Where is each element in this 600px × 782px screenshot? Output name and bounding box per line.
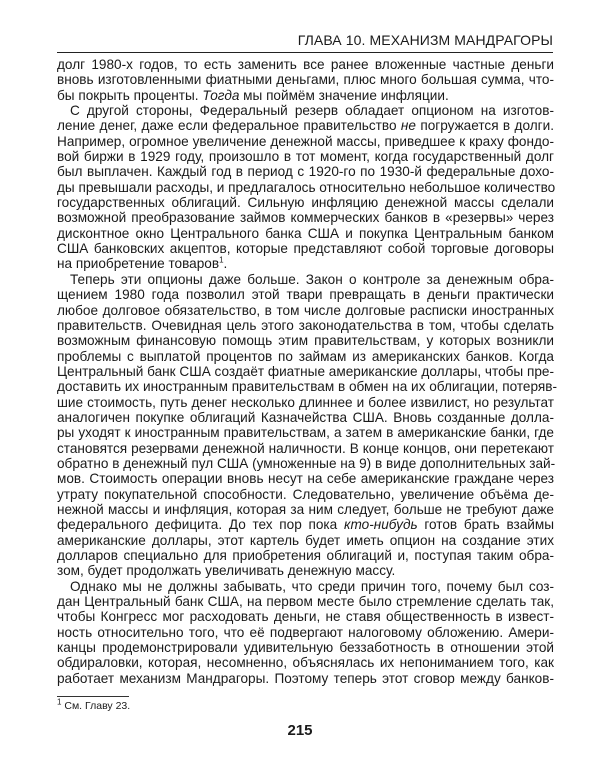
text-span: утрату покупательной способности. Следовательно, увеличение объёма де- [57,486,554,502]
text-line [57,563,554,578]
text-line [57,533,554,548]
text-line [57,502,554,517]
body-text [57,57,557,686]
text-span: зом, будет продолжать увеличивать денежную массу. [57,563,396,579]
text-line [57,456,554,471]
text-span: вой биржи в 1929 году, произошло в тот момент, когда государственный долг [57,149,554,165]
text-line [57,241,554,256]
text-line [57,517,554,532]
text-span: на приобретение товаров [57,256,220,272]
text-span: мы поймём значение инфляции. [239,87,449,103]
text-line [57,210,554,225]
text-line [57,425,554,440]
emphasis: кто-нибудь [343,517,418,533]
text-span: чтобы Конгресс мог расходовать деньги, не ставя общественность в извест- [57,609,554,625]
text-span: ры уходят к иностранным правительствам, а затем в американские банки, где [57,425,554,441]
text-span: ление денег, даже если федеральное правительство [57,118,401,134]
text-span: долг 1980-х годов, то есть заменить все ранее вложенные частные деньги [57,57,554,72]
text-span: был выплачен. Каждый год в период с 1920-го по 1930-й федеральные дохо- [57,164,554,180]
text-line [57,625,554,640]
text-line [57,364,554,379]
text-line [57,318,554,333]
text-line [57,594,554,609]
emphasis: Тогда [202,87,240,103]
text-span: правительств. Очевидная цель этого законодательства в том, чтобы сделать [57,317,554,333]
text-span: возможным финансовую помощь этим правительствам, у которых возникли [57,333,554,349]
text-span: С другой стороны, Федеральный резерв обладает опционом на изготов- [70,103,554,119]
text-span: доставить их иностранным правительствам в обмен на их облигации, потеряв- [57,379,557,395]
text-line [57,164,554,179]
running-header [57,30,553,53]
text-span: шие стоимость, путь денег несколько длиннее и более извилист, но результат [57,394,554,410]
text-span: обдираловки, которая, несомненно, объяснялась их непониманием того, как [57,655,554,671]
text-span: дан Центральный банк США, на первом месте было стремление сделать так, [57,594,554,610]
text-line [57,671,554,686]
text-line [57,118,554,133]
footnote-divider [57,696,129,697]
text-span: Однако мы не должны забывать, что среди причин того, почему был соз- [70,578,554,594]
text-line [57,655,554,670]
text-line [57,410,554,425]
text-line [57,57,554,72]
text-span: бы покрыть проценты. [57,87,203,103]
footnote-marker: 1 [57,697,62,707]
text-span: федерального дефицита. До тех пор пока [57,517,344,533]
text-span: обратно в денежный пул США (умноженные на 9) в виде дополнительных зай- [57,455,556,471]
text-span: Центральный банк США создаёт фиатные американские доллары, чтобы пре- [57,363,554,379]
paragraph [57,579,554,686]
text-line: на приобретение товаров$^1$. [57,255,228,272]
text-line [57,134,554,149]
text-line [57,609,554,624]
text-line [57,149,554,164]
paragraph [57,103,554,272]
text-line [57,395,554,410]
text-line [57,548,554,563]
text-line [57,487,554,502]
text-line [57,180,554,195]
footnote [57,697,131,712]
text-span: вновь изготовленными фиатными деньгами, плюс много большая сумма, что- [57,72,554,88]
text-line [57,471,554,486]
chapter-title: ГЛАВА 10. МЕХАНИЗМ МАНДРАГОРЫ [297,32,553,48]
text-line [57,303,554,318]
text-span: готов брать взаймы [417,517,555,533]
text-span: американские доллары, этот картель будет иметь опцион на создание этих [57,532,554,548]
text-line [57,579,554,594]
text-span: проблемы с выплатой процентов по займам из американских банков. Когда [57,348,554,364]
text-line [57,640,554,655]
text-line [57,441,554,456]
paragraph [57,57,554,103]
footnote-reference[interactable]: 1 [219,255,224,265]
text-span: ность относительно того, что её подвергают налоговому обложению. Амери- [57,624,554,640]
page-number: 215 [287,722,313,739]
text-span: погружается в долги. [415,118,554,134]
text-line [57,195,554,210]
text-span: канцы продемонстрировали удивительную беззаботность в отношении этой [57,640,554,656]
text-line [57,88,554,103]
emphasis: не [400,118,416,134]
text-span: любое долговое обязательство, в том числе долговые расписки иностранных [57,302,554,318]
text-span: становятся резервами денежной наличности. В конце концов, они перетекают [57,440,554,456]
text-span: аналогичен покупке облигаций Казначейства США. Вновь созданные долла- [57,409,554,425]
text-line [57,72,554,87]
text-line [57,379,557,395]
text-span: дисконтное окно Центрального банка США и покупка Центральным банком [57,225,554,241]
text-line [57,226,554,241]
text-span: ды превышали расходы, и предлагалось относительно небольшое количество [57,179,556,195]
text-line [57,349,554,364]
footnote-text: См. Главу 23. [64,700,131,712]
text-span: США банковских акцептов, которые представляют собой торговые договоры [57,241,554,257]
text-span: мов. Стоимость операции вновь несут на себе американские граждане через [57,471,554,487]
text-line [57,103,554,118]
text-span: работает механизм Мандрагоры. Поэтому теперь этот сговор между банков- [57,670,554,686]
text-span: нежной массы и инфляция, которая за ним следует, больше не требуют даже [57,501,554,517]
text-span: Например, огромное увеличение денежной массы, приведшее к краху фондо- [57,133,554,149]
paragraph [57,271,557,579]
text-span: возможной преобразование займов коммерческих банков в «резервы» через [57,210,554,226]
text-span: государственных облигаций. Сильную инфляцию денежной массы сделали [57,195,554,211]
text-span: Теперь эти опционы даже больше. Закон о контроле за денежным обра- [70,271,554,287]
text-line [57,333,554,348]
text-span: долларов специально для приобретения облигаций и, поступая таким обра- [57,548,554,563]
text-span: щением 1980 года позволил этой твари превращать в деньги практически [57,287,554,303]
text-line [57,287,554,302]
text-line [57,272,554,287]
